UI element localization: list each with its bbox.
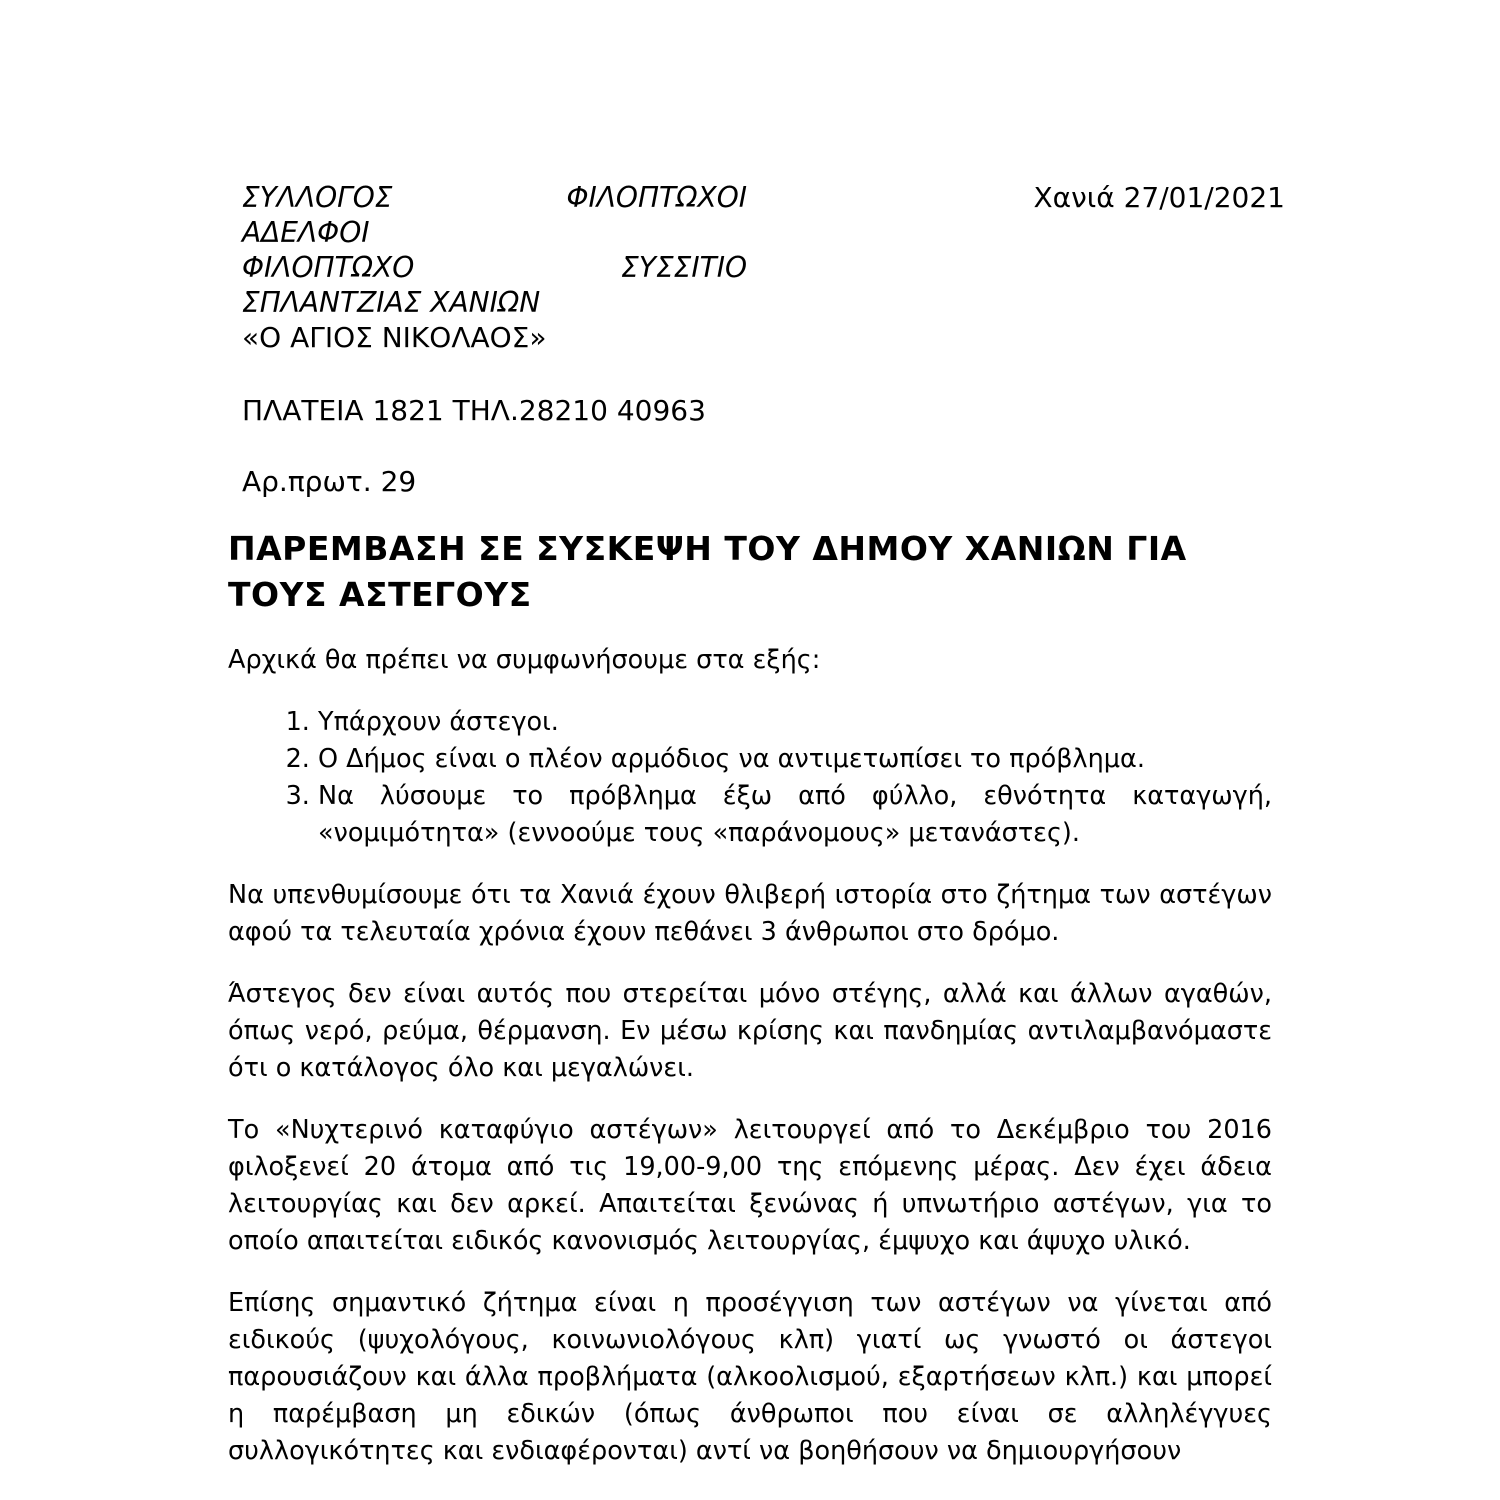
org-line-4: ΣΠΛΑΝΤΖΙΑΣ ΧΑΝΙΩΝ <box>242 286 541 319</box>
org-name: «Ο ΑΓΙΟΣ ΝΙΚΟΛΑΟΣ» <box>242 321 547 354</box>
list-item: 3. Να λύσουμε το πρόβλημα έξω από φύλλο, εθνότητα καταγωγή, «νομιμότητα» (εννοούμε τους «παράνομους» μετανάστες). <box>318 778 1272 852</box>
org-line-3: ΦΙΛΟΠΤΩΧΟ ΣΥΣΣΙΤΙΟ <box>242 251 747 284</box>
body-paragraph: Το «Νυχτερινό καταφύγιο αστέγων» λειτουργεί από το Δεκέμβριο του 2016 φιλοξενεί 20 άτομα από τις 19,00-9,00 της επόμενης μέρας. Δεν έχει άδεια λειτουργίας και δεν αρκεί. Απαιτείται ξενώνας ή υπνωτήριο αστέγων, για το οποίο απαιτείται ειδικός κανονισμός λειτουργίας, έμψυχο και άψυχο υλικό. <box>228 1115 1272 1256</box>
document-body <box>228 642 1272 1495</box>
sender-block <box>242 180 747 355</box>
numbered-list <box>228 704 1272 852</box>
document-title: ΠΑΡΕΜΒΑΣΗ ΣΕ ΣΥΣΚΕΨΗ ΤΟΥ ΔΗΜΟΥ ΧΑΝΙΩΝ ΓΙΑ ΤΟΥΣ ΑΣΤΕΓΟΥΣ <box>228 529 1187 614</box>
body-paragraph: Άστεγος δεν είναι αυτός που στερείται μόνο στέγης, αλλά και άλλων αγαθών, όπως νερό, ρεύμα, θέρμανση. Εν μέσω κρίσης και πανδημίας αντιλαμβανόμαστε ότι ο κατάλογος όλο και μεγαλώνει. <box>228 979 1272 1083</box>
intro-paragraph: Αρχικά θα πρέπει να συμφωνήσουμε στα εξής: <box>228 645 821 675</box>
list-item: 1. Υπάρχουν άστεγοι. <box>318 704 1272 741</box>
sender-address: ΠΛΑΤΕΙΑ 1821 ΤΗΛ.28210 40963 <box>242 394 706 427</box>
protocol-number: Αρ.πρωτ. 29 <box>242 465 417 498</box>
document-date: Χανιά 27/01/2021 <box>1033 181 1285 214</box>
org-line-1: ΣΥΛΛΟΓΟΣ ΦΙΛΟΠΤΩΧΟΙ <box>242 181 747 214</box>
body-paragraph: Να υπενθυμίσουμε ότι τα Χανιά έχουν θλιβερή ιστορία στο ζήτημα των αστέγων αφού τα τελευταία χρόνια έχουν πεθάνει 3 άνθρωποι στο δρόμο. <box>228 880 1272 947</box>
list-item: 2. Ο Δήμος είναι ο πλέον αρμόδιος να αντιμετωπίσει το πρόβλημα. <box>318 741 1272 778</box>
org-line-2: ΑΔΕΛΦΟΙ <box>242 216 370 249</box>
body-paragraph: Επίσης σημαντικό ζήτημα είναι η προσέγγιση των αστέγων να γίνεται από ειδικούς (ψυχολόγους, κοινωνιολόγους κλπ) γιατί ως γνωστό οι άστεγοι παρουσιάζουν και άλλα προβλήματα (αλκοολισμού, εξαρτήσεων κλπ.) και μπορεί η παρέμβαση μη εδικών (όπως άνθρωποι που είναι σε αλληλέγγυες συλλογικότητες και ενδιαφέρονται) αντί να βοηθήσουν να δημιουργήσουν <box>228 1288 1272 1466</box>
